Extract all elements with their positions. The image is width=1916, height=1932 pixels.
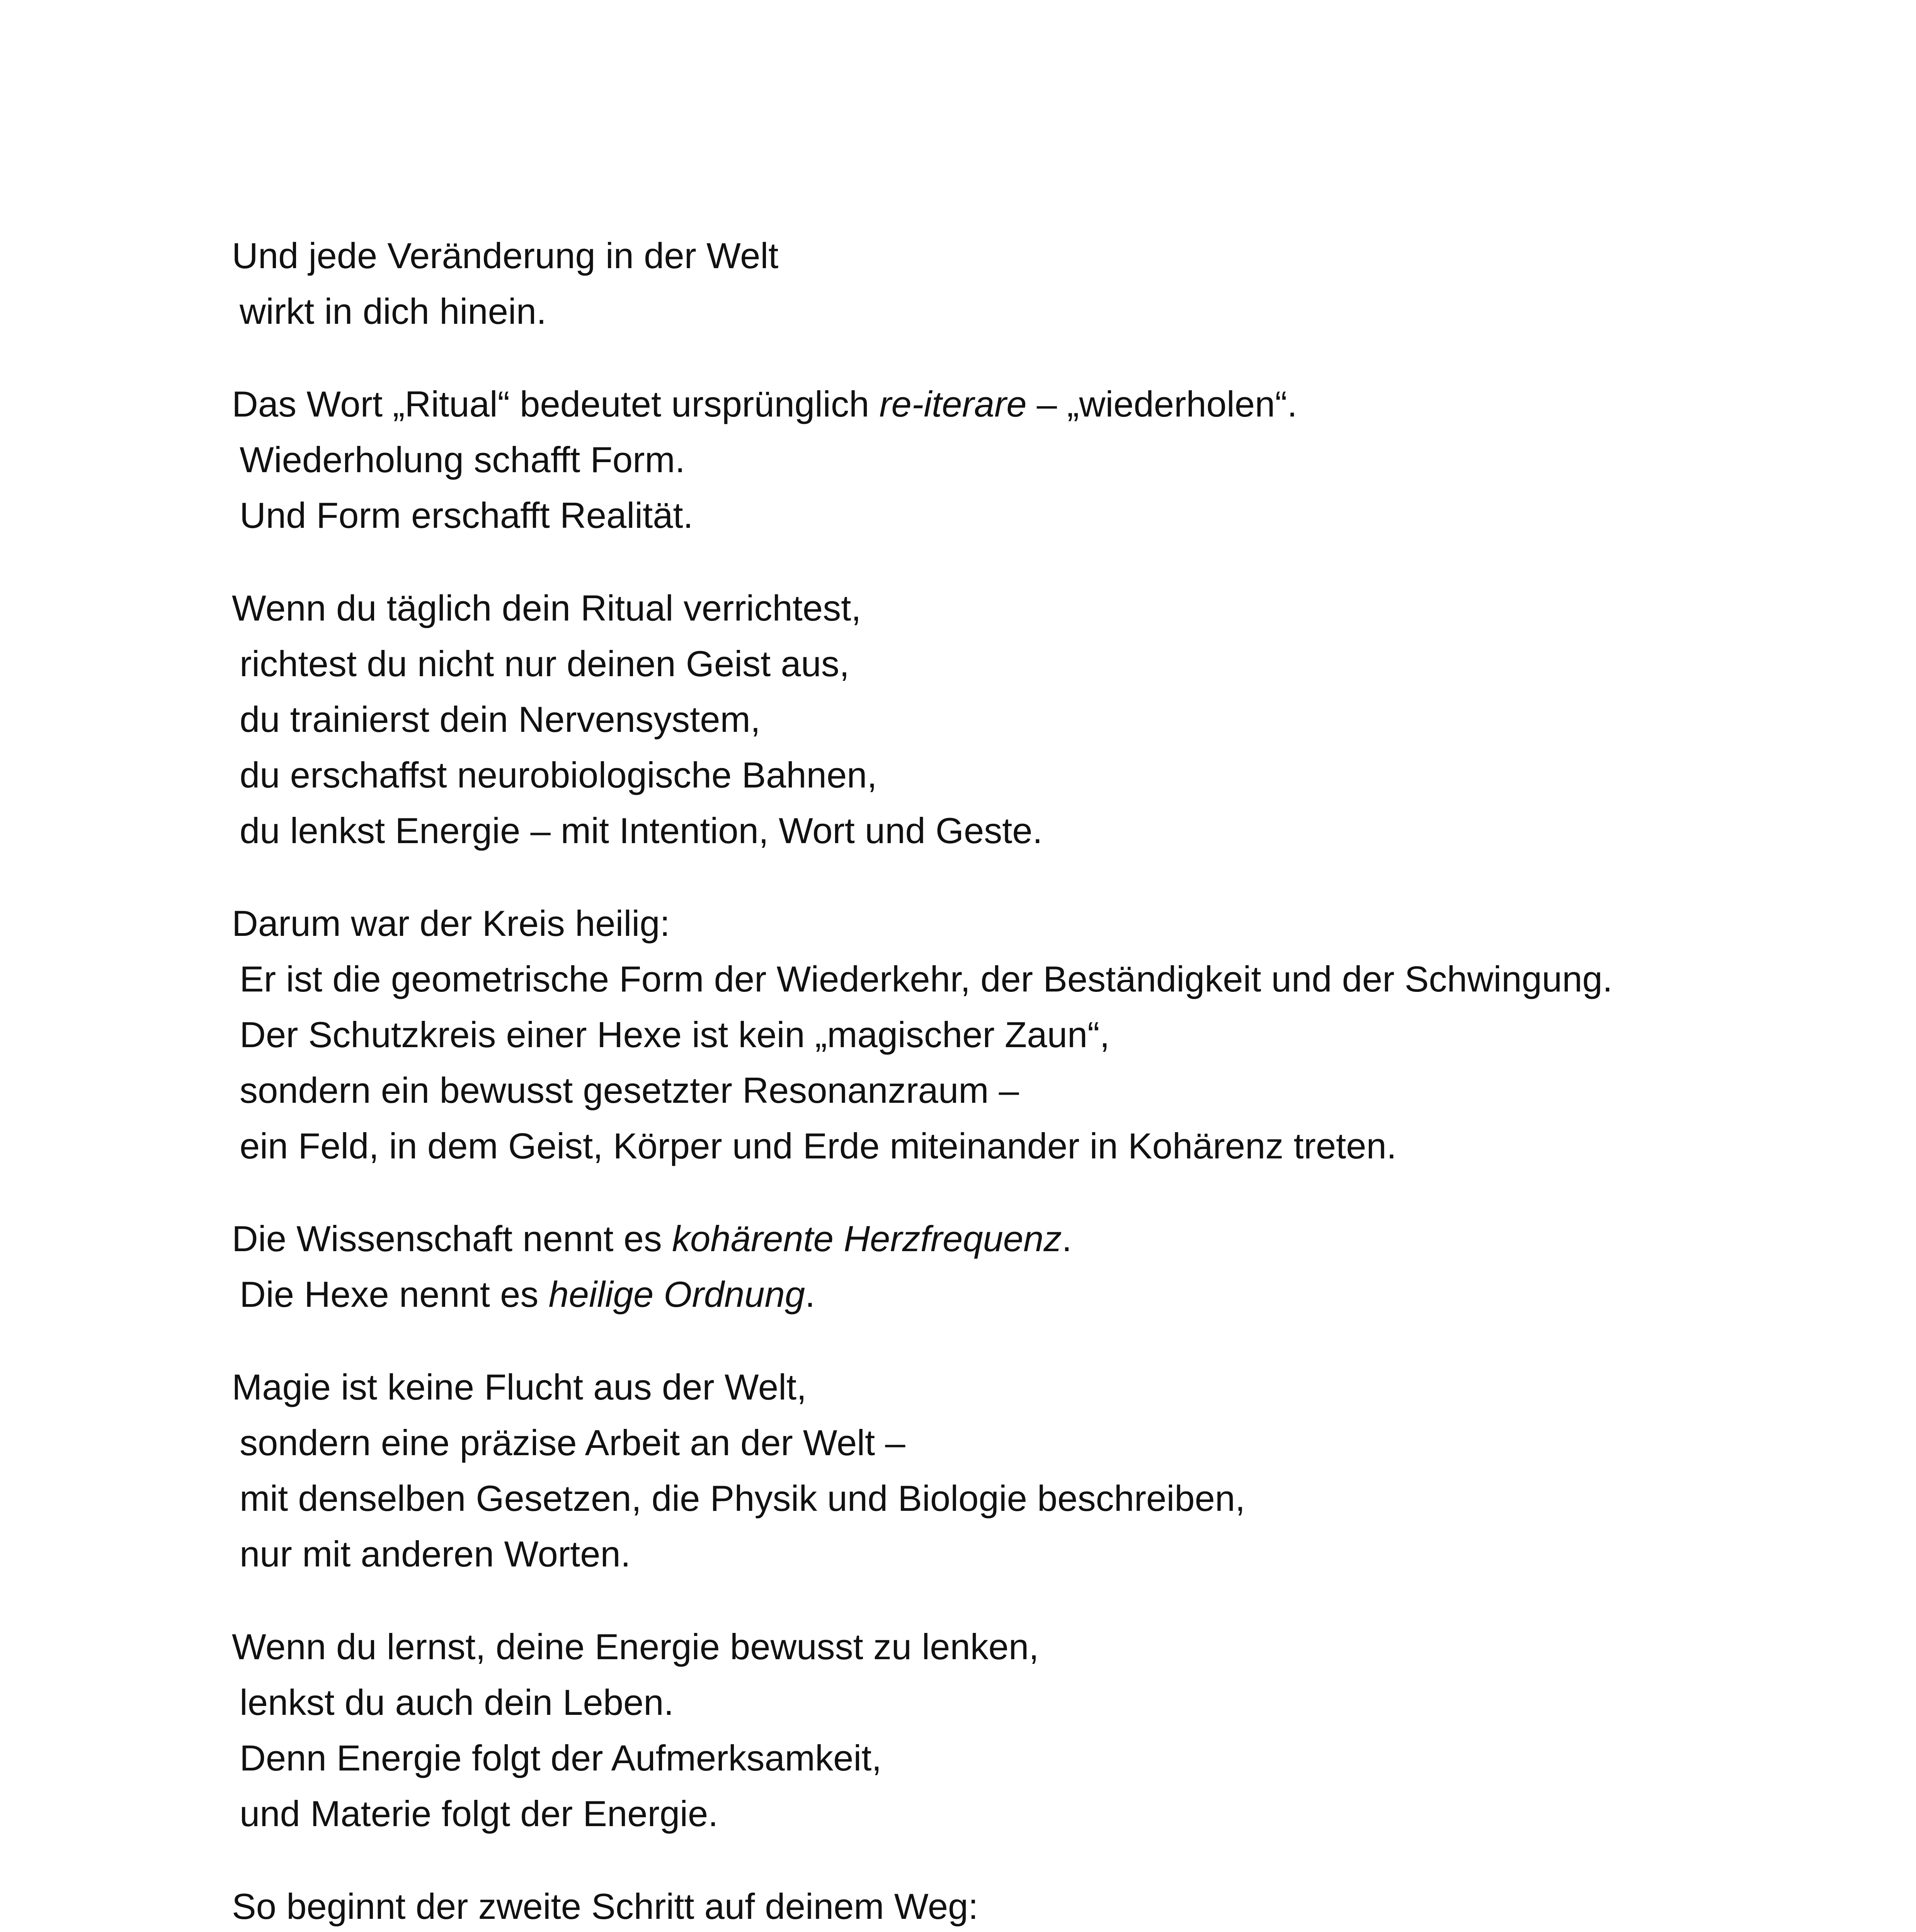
text-line [232, 1007, 1700, 1063]
text-segment: Wiederholung schafft Form. [240, 439, 685, 480]
poem-text [232, 228, 1700, 1932]
emphasized-text: kohärente Herzfrequenz [672, 1218, 1062, 1259]
text-segment: Das Wort „Ritual“ bedeutet ursprünglich [232, 384, 880, 424]
text-segment: Der Schutzkreis einer Hexe ist kein „magischer Zaun“, [240, 1014, 1110, 1055]
text-segment: ein Feld, in dem Geist, Körper und Erde miteinander in Kohärenz treten. [240, 1126, 1397, 1166]
text-line [232, 1730, 1700, 1786]
text-segment: lenkst du auch dein Leben. [240, 1682, 674, 1723]
text-segment: Wenn du täglich dein Ritual verrichtest, [232, 588, 861, 628]
stanza [232, 228, 1700, 339]
text-segment: nur mit anderen Worten. [240, 1534, 631, 1574]
emphasized-text: heilige Ordnung [548, 1274, 805, 1315]
text-segment: wirkt in dich hinein. [240, 291, 547, 332]
text-line [232, 951, 1700, 1007]
text-line [232, 636, 1700, 692]
text-line [232, 1471, 1700, 1526]
text-line [232, 1879, 1700, 1932]
text-line [232, 803, 1700, 859]
text-line [232, 692, 1700, 747]
text-segment: du erschaffst neurobiologische Bahnen, [240, 755, 877, 795]
text-segment: Darum war der Kreis heilig: [232, 903, 670, 944]
text-segment: du trainierst dein Nervensystem, [240, 699, 761, 740]
text-segment: So beginnt der zweite Schritt auf deinem Weg: [232, 1886, 978, 1927]
text-line [232, 1211, 1700, 1267]
text-line [232, 1526, 1700, 1582]
text-segment: sondern eine präzise Arbeit an der Welt – [240, 1422, 905, 1463]
text-segment: Die Wissenschaft nennt es [232, 1218, 672, 1259]
emphasized-text: re-iterare [879, 384, 1027, 424]
text-line [232, 580, 1700, 636]
text-segment: und Materie folgt der Energie. [240, 1793, 718, 1834]
text-line [232, 1786, 1700, 1842]
text-line [232, 747, 1700, 803]
text-line [232, 1619, 1700, 1675]
text-segment: – „wiederholen“. [1026, 384, 1297, 424]
text-segment: . [805, 1274, 815, 1315]
text-segment: Denn Energie folgt der Aufmerksamkeit, [240, 1738, 882, 1778]
text-segment: Wenn du lernst, deine Energie bewusst zu lenken, [232, 1626, 1039, 1667]
stanza [232, 1359, 1700, 1582]
text-line [232, 284, 1700, 339]
stanza [232, 376, 1700, 543]
text-segment: Die Hexe nennt es [240, 1274, 549, 1315]
text-segment: du lenkst Energie – mit Intention, Wort und Geste. [240, 810, 1043, 851]
text-line [232, 228, 1700, 284]
text-line [232, 376, 1700, 432]
text-line [232, 1063, 1700, 1118]
text-line [232, 1359, 1700, 1415]
text-segment: Und Form erschafft Realität. [240, 495, 693, 536]
text-segment: Und jede Veränderung in der Welt [232, 235, 779, 276]
stanza [232, 896, 1700, 1174]
stanza [232, 1211, 1700, 1322]
stanza [232, 1879, 1700, 1932]
text-segment: . [1062, 1218, 1072, 1259]
text-segment: Er ist die geometrische Form der Wiederkehr, der Beständigkeit und der Schwingung. [240, 959, 1613, 999]
text-line [232, 432, 1700, 488]
text-segment: Magie ist keine Flucht aus der Welt, [232, 1367, 807, 1407]
stanza [232, 1619, 1700, 1842]
text-line [232, 488, 1700, 543]
text-line [232, 1415, 1700, 1471]
text-segment: sondern ein bewusst gesetzter Resonanzraum – [240, 1070, 1019, 1111]
text-line [232, 1675, 1700, 1730]
text-line [232, 1118, 1700, 1174]
text-segment: richtest du nicht nur deinen Geist aus, [240, 643, 849, 684]
stanza [232, 580, 1700, 859]
text-line [232, 896, 1700, 951]
text-line [232, 1267, 1700, 1322]
text-segment: mit denselben Gesetzen, die Physik und Biologie beschreiben, [240, 1478, 1246, 1519]
